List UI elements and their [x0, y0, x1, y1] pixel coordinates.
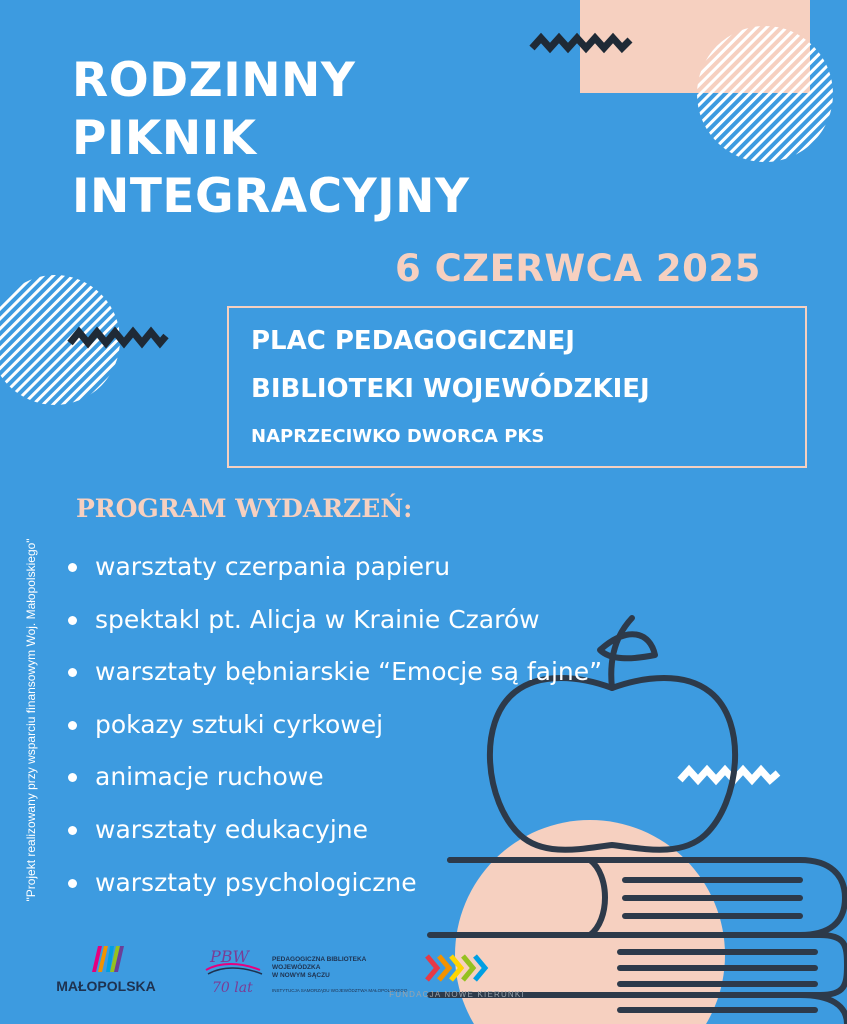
venue-note: NAPRZECIWKO DWORCA PKS	[251, 426, 545, 447]
title-line: PIKNIK	[72, 111, 257, 166]
zigzag-icon	[680, 770, 778, 780]
program-list	[68, 547, 602, 915]
fundacja-logo	[387, 948, 537, 1004]
list-item: warsztaty czerpania papieru	[68, 547, 602, 600]
malopolska-logo-text: MAŁOPOLSKA	[56, 978, 156, 994]
pbw-logo-name	[272, 956, 376, 980]
list-item: warsztaty edukacyjne	[68, 810, 602, 863]
svg-text:PBW: PBW	[210, 947, 249, 966]
pbw-logo-mark	[200, 944, 270, 984]
funding-note: "Projekt realizowany przy wsparciu finansowym Woj. Małopolskiego"	[24, 538, 38, 902]
venue-line: PLAC PEDAGOGICZNEJ	[251, 326, 575, 356]
list-item: animacje ruchowe	[68, 757, 602, 810]
fundacja-logo-mark	[387, 948, 527, 988]
list-item: warsztaty psychologiczne	[68, 863, 602, 916]
pbw-logo-subtitle: INSTYTUCJA SAMORZĄDU WOJEWÓDZTWA MAŁOPOLSKIEGO	[272, 988, 408, 993]
venue-box	[227, 306, 807, 468]
event-title	[72, 52, 470, 226]
list-item: spektakl pt. Alicja w Krainie Czarów	[68, 600, 602, 653]
venue-line: BIBLIOTEKI WOJEWÓDZKIEJ	[251, 374, 650, 404]
list-item: warsztaty bębniarskie “Emocje są fajne”	[68, 652, 602, 705]
fundacja-logo-text: FUNDACJA NOWE KIERUNKI	[389, 990, 525, 999]
title-line: RODZINNY	[72, 53, 356, 108]
pbw-name-line: W NOWYM SĄCZU	[272, 972, 330, 979]
list-item: pokazy sztuki cyrkowej	[68, 705, 602, 758]
pbw-name-line: PEDAGOGICZNA BIBLIOTEKA	[272, 956, 367, 963]
pbw-name-line: WOJEWÓDZKA	[272, 964, 321, 971]
pbw-logo-years: 70 lat	[212, 980, 253, 996]
malopolska-logo-mark	[48, 940, 164, 976]
malopolska-logo	[48, 940, 164, 1000]
pbw-logo	[200, 944, 408, 1000]
title-line: INTEGRACYJNY	[72, 169, 470, 224]
event-date: 6 CZERWCA 2025	[395, 247, 761, 290]
striped-circle-icon	[697, 26, 833, 162]
program-heading: PROGRAM WYDARZEŃ:	[76, 494, 413, 523]
